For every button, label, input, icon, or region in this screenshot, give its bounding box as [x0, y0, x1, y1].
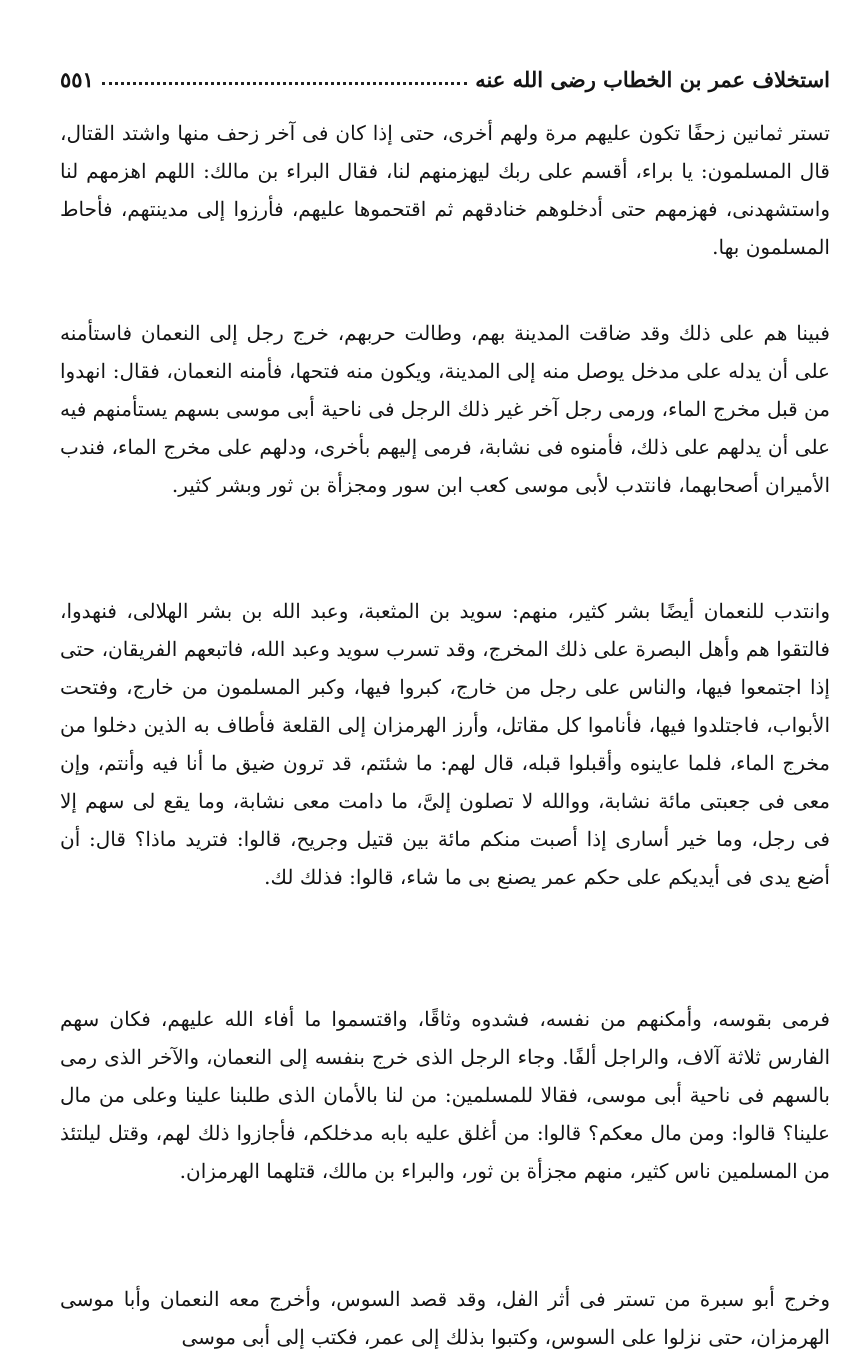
page-number: ٥٥١ [60, 67, 94, 92]
paragraph-3: وانتدب للنعمان أيضًا بشر كثير، منهم: سويد بن المثعبة، وعبد الله بن بشر الهلالى، فنهدوا، فالتقوا هم وأهل البصرة على ذلك المخرج، وقد تسرب سويد وعبد الله، فاتبعهم الفريقان، حتى إذا اجتمعوا فيها، والناس على رجل من خارج، كبروا فيها، وكبر المسلمون من خارج، وفتحت الأبواب، فاجتلدوا فيها، فأناموا كل مقاتل، وأرز الهرمزان إلى القلعة فأطاف به الذين دخلوا من مخرج الماء، فلما عاينوه وأقبلوا قبله، قال لهم: ما شئتم، قد ترون ضيق ما أنا فيه وأنتم، وإن معى فى جعبتى مائة نشابة، ووالله لا تصلون إلىَّ، ما دامت معى نشابة، وما يقع لى سهم إلا فى رجل، وما خير أسارى إذا أصبت منكم مائة بين قتيل وجريح، قالوا: فتريد ماذا؟ قال: أن أضع يدى فى أيديكم على حكم عمر يصنع بى ما شاء، قالوا: فذلك لك. [60, 599, 830, 889]
paragraph-1: تستر ثمانين زحفًا تكون عليهم مرة ولهم أخرى، حتى إذا كان فى آخر زحف منها واشتد القتال، قال المسلمون: يا براء، أقسم على ربك ليهزمنهم لنا، فقال البراء بن مالك: اللهم اهزمهم لنا واستشهدنى، فهزمهم حتى أدخلوهم خنادقهم ثم اقتحموها عليهم، فأرزوا إلى مدينتهم، فأحاط المسلمون بها. [60, 121, 830, 259]
paragraph-5: وخرج أبو سبرة من تستر فى أثر الفل، وقد قصد السوس، وأخرج معه النعمان وأبا موسى الهرمزان، حتى نزلوا على السوس، وكتبوا بذلك إلى عمر، فكتب إلى أبى موسى [60, 1287, 830, 1349]
dot-leader [102, 81, 467, 85]
chapter-title: استخلاف عمر بن الخطاب رضى الله عنه [475, 67, 830, 92]
running-header [60, 52, 830, 92]
paragraph-2: فبينا هم على ذلك وقد ضاقت المدينة بهم، وطالت حربهم، خرج رجل إلى النعمان فاستأمنه على أن يدله على مدخل يوصل منه إلى المدينة، ويكون منه فتحها، فأمنه النعمان، فقال: انهدوا من قبل مخرج الماء، ورمى رجل آخر غير ذلك الرجل فى ناحية أبى موسى بسهم يستأمنهم فيه على أن يدلهم على ذلك، فأمنوه فى نشابة، فرمى إليهم بأخرى، ودلهم على مخرج الماء، فندب الأميران أصحابهما، فانتدب لأبى موسى كعب ابن سور ومجزأة بن ثور وبشر كثير. [60, 321, 830, 497]
paragraph-4: فرمى بقوسه، وأمكنهم من نفسه، فشدوه وثاقًا، واقتسموا ما أفاء الله عليهم، فكان سهم الفارس ثلاثة آلاف، والراجل ألفًا. وجاء الرجل الذى خرج بنفسه إلى النعمان، والآخر الذى رمى بالسهم فى ناحية أبى موسى، فقالا للمسلمين: من لنا بالأمان الذى طلبنا علينا وعلى من مال علينا؟ قالوا: ومن مال معكم؟ قالوا: من أغلق عليه بابه مدخلكم، فأجازوا ذلك لهم، وقتل ليلتئذ من المسلمين ناس كثير، منهم مجزأة بن ثور، والبراء بن مالك، قتلهما الهرمزان. [60, 1007, 830, 1183]
